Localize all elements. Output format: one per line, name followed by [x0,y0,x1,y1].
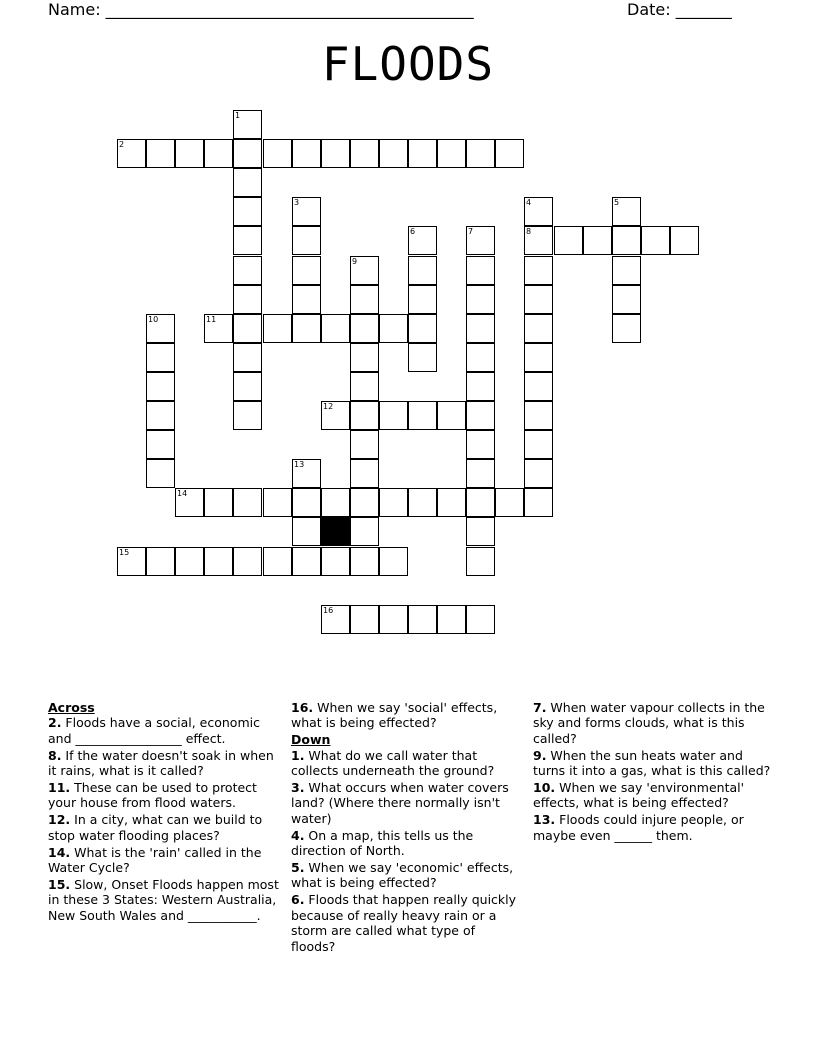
grid-cell[interactable] [408,285,437,314]
clue-text: Floods could injure people, or maybe even ______ them. [533,812,744,843]
clue-text: On a map, this tells us the direction of North. [291,827,474,859]
grid-cell[interactable] [350,139,379,168]
clue-text: In a city, what can we build to stop water flooding places? [48,812,263,843]
grid-cell[interactable] [146,314,175,343]
grid-cell[interactable] [175,488,204,517]
grid-cell[interactable] [466,372,495,401]
grid-cell[interactable] [233,285,262,314]
grid-cell[interactable] [292,285,321,314]
clue-number: 10 [148,315,159,324]
grid-cell[interactable] [146,547,175,576]
clue [533,780,773,811]
grid-cell[interactable] [321,401,350,430]
grid-cell[interactable] [292,256,321,285]
clue-number: 5 [614,198,620,207]
clue [533,748,773,779]
grid-cell[interactable] [437,488,466,517]
grid-cell[interactable] [612,256,641,285]
grid-cell[interactable] [466,488,495,517]
across-clue-list [48,715,283,923]
clue-number: 2 [119,140,125,149]
clue-number-label: 7. [533,700,547,715]
grid-cell[interactable] [204,488,233,517]
grid-cell[interactable] [292,459,321,488]
grid-cell[interactable] [408,488,437,517]
grid-cell[interactable] [350,605,379,634]
clue [291,828,519,859]
grid-cell[interactable] [524,314,553,343]
grid-cell[interactable] [379,547,408,576]
grid-cell[interactable] [175,547,204,576]
grid-cell[interactable] [466,139,495,168]
clue-number: 8 [526,227,532,236]
clue-number-label: 15. [48,876,71,892]
grid-cell[interactable] [466,517,495,546]
clue [291,780,519,826]
grid-cell[interactable] [554,226,583,255]
grid-cell[interactable] [379,314,408,343]
grid-cell[interactable] [350,459,379,488]
grid-cell[interactable] [466,256,495,285]
grid-cell[interactable] [321,605,350,634]
grid-cell[interactable] [350,547,379,576]
grid-cell[interactable] [466,343,495,372]
grid-cell[interactable] [612,226,641,255]
grid-cell[interactable] [466,459,495,488]
grid-cell[interactable] [379,401,408,430]
grid-cell[interactable] [321,314,350,343]
grid-cell[interactable] [233,110,262,139]
grid-cell[interactable] [233,314,262,343]
grid-cell[interactable] [466,430,495,459]
grid-cell-black [321,517,350,546]
grid-cell[interactable] [524,197,553,226]
grid-cell[interactable] [292,314,321,343]
grid-cell[interactable] [146,372,175,401]
grid-cell[interactable] [292,488,321,517]
clue-number-label: 3. [291,780,305,796]
grid-cell[interactable] [263,314,292,343]
grid-cell[interactable] [233,226,262,255]
clue-number: 11 [206,315,217,324]
grid-cell[interactable] [350,401,379,430]
grid-cell[interactable] [146,139,175,168]
grid-cell[interactable] [321,488,350,517]
clue-number: 12 [323,402,334,411]
grid-cell[interactable] [641,226,670,255]
grid-cell[interactable] [583,226,612,255]
grid-cell[interactable] [466,605,495,634]
grid-cell[interactable] [233,401,262,430]
grid-cell[interactable] [495,488,524,517]
grid-cell[interactable] [263,139,292,168]
grid-cell[interactable] [466,547,495,576]
date-field-label: Date: _______ [627,0,732,19]
clue-number-label: 16. [291,700,314,715]
across-heading: Across [48,700,95,715]
grid-cell[interactable] [524,285,553,314]
grid-cell[interactable] [524,430,553,459]
grid-cell[interactable] [233,488,262,517]
grid-cell[interactable] [233,197,262,226]
grid-cell[interactable] [524,459,553,488]
clues-column-1 [48,700,283,925]
clue-number: 1 [235,111,241,120]
clue-text: Slow, Onset Floods happen most in these 3 States: Western Australia, New South Wales and ___________. [48,876,279,923]
clue-text: These can be used to protect your house from flood waters. [48,780,257,811]
clue-number: 15 [119,548,130,557]
grid-cell[interactable] [292,139,321,168]
grid-cell[interactable] [524,488,553,517]
clue [48,780,283,811]
clue-number-label: 10. [533,780,556,796]
clue-number-label: 11. [48,780,71,796]
grid-cell[interactable] [233,168,262,197]
clue [48,748,283,779]
grid-cell[interactable] [321,139,350,168]
grid-cell[interactable] [437,139,466,168]
grid-cell[interactable] [408,605,437,634]
grid-cell[interactable] [379,605,408,634]
grid-cell[interactable] [466,226,495,255]
clues-column-2 [291,700,519,956]
grid-cell[interactable] [408,401,437,430]
grid-cell[interactable] [321,547,350,576]
clue-number-label: 13. [533,812,556,828]
grid-cell[interactable] [204,547,233,576]
grid-cell[interactable] [292,226,321,255]
grid-cell[interactable] [524,343,553,372]
grid-cell[interactable] [408,314,437,343]
clue-text: When we say 'environmental' effects, what is being effected? [533,780,745,811]
grid-cell[interactable] [350,372,379,401]
down-heading: Down [291,732,331,748]
clue [291,748,519,779]
clue [48,812,283,843]
grid-cell[interactable] [466,285,495,314]
grid-cell[interactable] [292,547,321,576]
grid-cell[interactable] [437,605,466,634]
grid-cell[interactable] [379,488,408,517]
clue-text: Floods that happen really quickly because of really heavy rain or a storm are called what type of floods? [291,892,517,954]
clue-number: 7 [468,227,474,236]
grid-cell[interactable] [466,314,495,343]
clue-number: 4 [526,198,532,207]
clue-number: 13 [294,460,305,469]
grid-cell[interactable] [350,517,379,546]
clue-number: 6 [410,227,416,236]
grid-cell[interactable] [524,226,553,255]
clue-text: When we say 'social' effects, what is being effected? [291,700,498,731]
clue [291,892,519,954]
clue-number-label: 12. [48,812,71,828]
grid-cell[interactable] [408,139,437,168]
grid-cell[interactable] [292,197,321,226]
grid-cell[interactable] [408,256,437,285]
grid-cell[interactable] [612,197,641,226]
grid-cell[interactable] [350,314,379,343]
grid-cell[interactable] [612,314,641,343]
grid-cell[interactable] [379,139,408,168]
grid-cell[interactable] [437,401,466,430]
clue-text: When we say 'economic' effects, what is being effected? [291,860,514,891]
clue-number: 3 [294,198,300,207]
grid-cell[interactable] [175,139,204,168]
clue-number-label: 8. [48,747,62,763]
grid-cell[interactable] [524,401,553,430]
page-title: FLOODS [321,37,495,91]
grid-cell[interactable] [350,488,379,517]
grid-cell[interactable] [233,343,262,372]
grid-cell[interactable] [408,343,437,372]
grid-cell[interactable] [408,226,437,255]
grid-cell[interactable] [495,139,524,168]
grid-cell[interactable] [233,547,262,576]
grid-cell[interactable] [146,459,175,488]
grid-cell[interactable] [233,256,262,285]
grid-cell[interactable] [263,547,292,576]
grid-cell[interactable] [612,285,641,314]
grid-cell[interactable] [146,343,175,372]
grid-cell[interactable] [670,226,699,255]
grid-cell[interactable] [117,547,146,576]
clue-number-label: 2. [48,715,62,731]
grid-cell[interactable] [350,430,379,459]
clue-text: Floods have a social, economic and _________________ effect. [48,715,260,746]
clue-text: What occurs when water covers land? (Where there normally isn't water) [291,780,509,826]
clue-text: When water vapour collects in the sky and forms clouds, what is this called? [533,700,765,746]
grid-cell[interactable] [146,430,175,459]
clue-number-label: 6. [291,892,305,908]
clue-number-label: 1. [291,747,305,763]
down-clue-list [291,748,519,954]
grid-cell[interactable] [117,139,146,168]
clue-number: 16 [323,606,334,615]
grid-cell[interactable] [466,401,495,430]
clue [291,860,519,891]
clue-number-label: 14. [48,844,71,860]
grid-cell[interactable] [263,488,292,517]
grid-cell[interactable] [524,256,553,285]
down-clue-list-continued [533,700,773,843]
clue [48,877,283,923]
clue-number: 9 [352,257,358,266]
grid-cell[interactable] [204,314,233,343]
across-clue-list-continued [291,700,519,731]
clue-text: What is the 'rain' called in the Water Cycle? [48,844,262,876]
name-field-label: Name: ______________________________________________ [48,0,474,19]
grid-cell[interactable] [233,139,262,168]
grid-cell[interactable] [292,517,321,546]
clue [48,845,283,876]
clue [291,700,519,731]
grid-cell[interactable] [524,372,553,401]
grid-cell[interactable] [350,256,379,285]
clues-column-3 [533,700,773,845]
clue-number-label: 4. [291,827,305,843]
clue-number-label: 5. [291,860,305,876]
clue [48,715,283,746]
clue-number: 14 [177,489,188,498]
grid-cell[interactable] [350,343,379,372]
clue-number-label: 9. [533,747,547,763]
grid-cell[interactable] [233,372,262,401]
clue-text: If the water doesn't soak in when it rains, what is it called? [48,747,274,779]
clue-text: What do we call water that collects underneath the ground? [291,747,495,779]
clue [533,700,773,746]
grid-cell[interactable] [204,139,233,168]
clue-text: When the sun heats water and turns it into a gas, what is this called? [533,747,771,779]
grid-cell[interactable] [350,285,379,314]
grid-cell[interactable] [146,401,175,430]
clue [533,812,773,843]
